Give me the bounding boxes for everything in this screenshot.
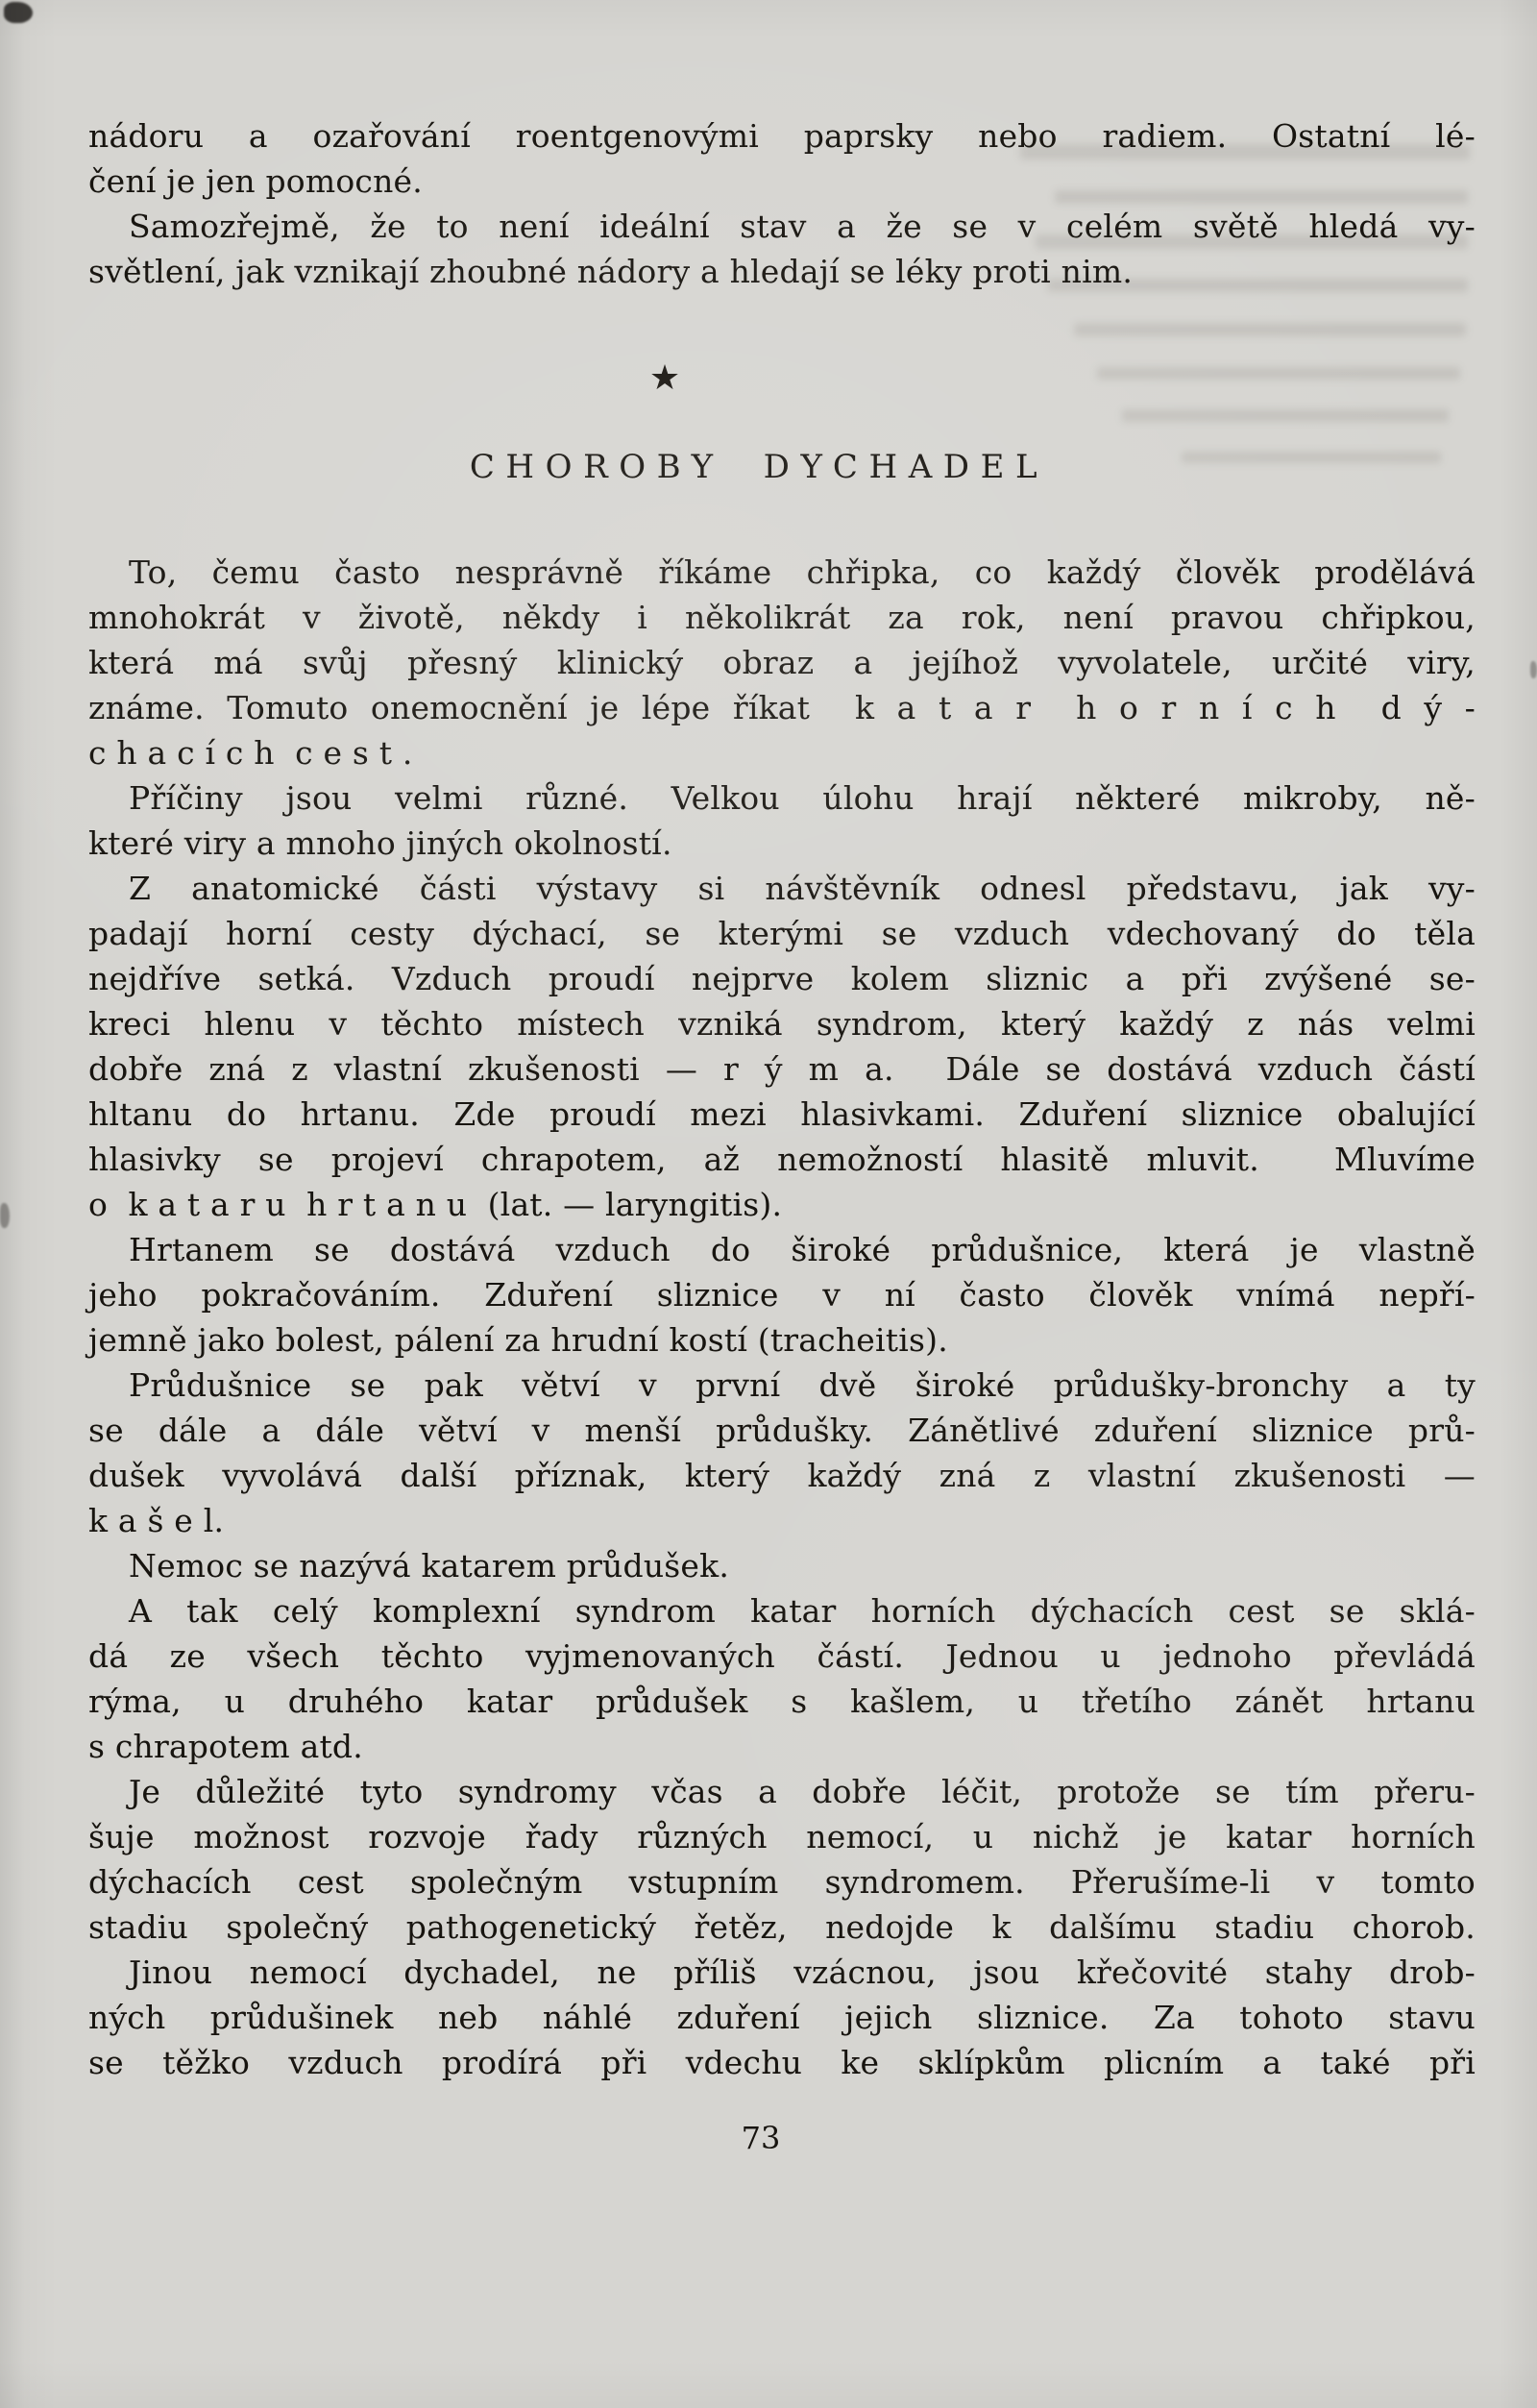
text-line: mnohokrát v životě, někdy i několikrát za rok, není pravou chřipkou, xyxy=(88,599,1476,636)
paragraph xyxy=(88,204,1476,294)
body-paragraphs xyxy=(88,550,1476,2085)
scan-blemish xyxy=(4,2,33,23)
text-line: nejdříve setká. Vzduch proudí nejprve kolem sliznic a při zvýšené se- xyxy=(88,960,1476,997)
text-line: hltanu do hrtanu. Zde proudí mezi hlasivkami. Zduření sliznice obalující xyxy=(88,1095,1476,1133)
text-line: Příčiny jsou velmi různé. Velkou úlohu hrají některé mikroby, ně- xyxy=(129,779,1476,817)
section-divider-star-icon: ★ xyxy=(648,358,681,398)
text-line: se dále a dále větví v menší průdušky. Zánětlivé zduření sliznice prů- xyxy=(88,1412,1476,1449)
text-line: Jinou nemocí dychadel, ne příliš vzácnou, jsou křečovité stahy drob- xyxy=(129,1953,1476,1991)
text-line: hlasivky se projeví chrapotem, až nemožností hlasitě mluvit. Mluvíme xyxy=(88,1141,1476,1178)
text-line: světlení, jak vznikají zhoubné nádory a hledají se léky proti nim. xyxy=(88,253,1134,290)
scan-blemish xyxy=(0,1203,10,1228)
text-line: s chrapotem atd. xyxy=(88,1728,363,1765)
text-line: se těžko vzduch prodírá při vdechu ke sklípkům plicním a také při xyxy=(88,2044,1476,2081)
paragraph xyxy=(88,550,1476,775)
intro-paragraphs xyxy=(88,113,1476,294)
text-line: kreci hlenu v těchto místech vzniká syndrom, který každý z nás velmi xyxy=(88,1005,1476,1043)
text-line: k a š e l. xyxy=(88,1502,225,1539)
text-line: Samozřejmě, že to není ideální stav a že se v celém světě hledá vy- xyxy=(129,208,1476,245)
text-line: nádoru a ozařování roentgenovými paprsky nebo radiem. Ostatní lé- xyxy=(88,117,1476,155)
paragraph xyxy=(88,775,1476,866)
text-line: stadiu společný pathogenetický řetěz, nedojde k dalšímu stadiu chorob. xyxy=(88,1908,1476,1946)
paragraph xyxy=(88,1543,1476,1588)
text-line: o k a t a r u h r t a n u (lat. — laryngitis). xyxy=(88,1186,783,1223)
paragraph xyxy=(88,1227,1476,1363)
text-line: rýma, u druhého katar průdušek s kašlem, u třetího zánět hrtanu xyxy=(88,1683,1476,1720)
text-line: Hrtanem se dostává vzduch do široké průdušnice, která je vlastně xyxy=(129,1231,1476,1268)
text-line: čení je jen pomocné. xyxy=(88,162,423,200)
text-line: dýchacích cest společným vstupním syndromem. Přerušíme-li v tomto xyxy=(88,1863,1476,1901)
text-line: To, čemu často nesprávně říkáme chřipka, co každý člověk prodělává xyxy=(129,553,1476,591)
paragraph xyxy=(88,1588,1476,1769)
text-line: Nemoc se nazývá katarem průdušek. xyxy=(129,1547,730,1585)
paragraph xyxy=(88,866,1476,1227)
text-line: Je důležité tyto syndromy včas a dobře léčit, protože se tím přeru- xyxy=(129,1773,1476,1810)
text-line: které viry a mnoho jiných okolností. xyxy=(88,824,672,862)
text-line: c h a c í c h c e s t . xyxy=(88,734,413,772)
text-line: dobře zná z vlastní zkušenosti — r ý m a. Dále se dostává vzduch částí xyxy=(88,1050,1476,1088)
paragraph xyxy=(88,1950,1476,2085)
text-column xyxy=(88,113,1476,2085)
text-line: ných průdušinek neb náhlé zduření jejich sliznice. Za tohoto stavu xyxy=(88,1999,1476,2036)
text-line: A tak celý komplexní syndrom katar horních dýchacích cest se sklá- xyxy=(129,1592,1476,1630)
text-line: jemně jako bolest, pálení za hrudní kostí (tracheitis). xyxy=(88,1321,948,1359)
text-line: která má svůj přesný klinický obraz a jejíhož vyvolatele, určité viry, xyxy=(88,644,1476,681)
text-line: Z anatomické části výstavy si návštěvník odnesl představu, jak vy- xyxy=(129,870,1476,907)
paragraph xyxy=(88,113,1476,204)
page-number: 73 xyxy=(741,2120,781,2156)
text-line: Průdušnice se pak větví v první dvě široké průdušky-bronchy a ty xyxy=(129,1366,1476,1404)
text-line: šuje možnost rozvoje řady různých nemocí, u nichž je katar horních xyxy=(88,1818,1476,1855)
chapter-heading: CHOROBY DYCHADEL xyxy=(469,448,1049,486)
text-line: dušek vyvolává další příznak, který každý zná z vlastní zkušenosti — xyxy=(88,1457,1476,1494)
text-line: jeho pokračováním. Zduření sliznice v ní často člověk vnímá nepří- xyxy=(88,1276,1476,1314)
text-line: známe. Tomuto onemocnění je lépe říkat k a t a r h o r n í c h d ý - xyxy=(88,689,1476,726)
paragraph xyxy=(88,1769,1476,1950)
scan-blemish xyxy=(1530,661,1537,678)
text-line: padají horní cesty dýchací, se kterými se vzduch vdechovaný do těla xyxy=(88,915,1476,952)
text-line: dá ze všech těchto vyjmenovaných částí. Jednou u jednoho převládá xyxy=(88,1637,1476,1675)
paragraph xyxy=(88,1363,1476,1543)
